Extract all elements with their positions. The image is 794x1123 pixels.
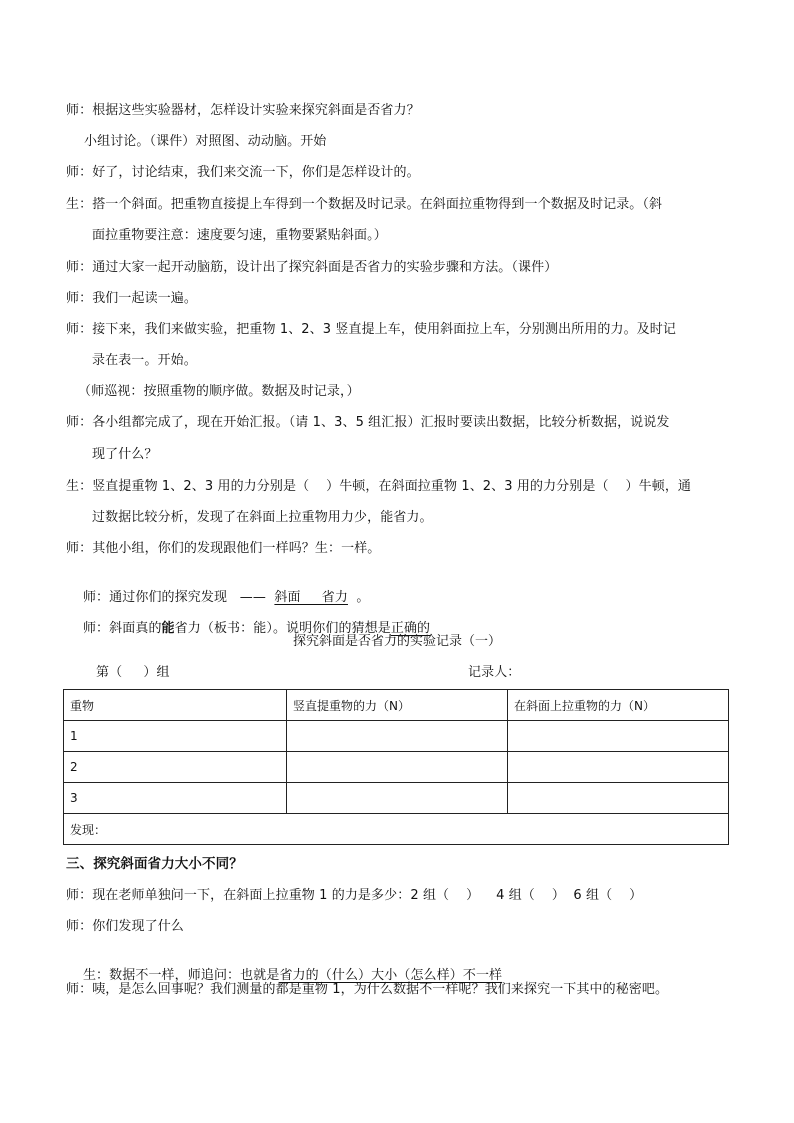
table-header-row [64, 690, 729, 721]
section-heading: 三、探究斜面省力大小不同？ [66, 856, 243, 872]
dialogue-line: 师：咦，是怎么回事呢？我们测量的都是重物 1，为什么数据不一样呢？我们来探究一下其中的秘密吧。 [66, 982, 669, 997]
table-cell [287, 783, 508, 814]
dialogue-line: 师：你们发现了什么 [66, 919, 184, 934]
recorder-label: 记录人： [468, 665, 521, 680]
table-row [64, 721, 729, 752]
underlined-answer: 省力的（什么）大小（怎么样）不一样 [279, 968, 503, 983]
table-row [64, 783, 729, 814]
line-text: 。 [347, 590, 370, 605]
dialogue-line: 小组讨论。（课件）对照图、动动脑。开始 [84, 134, 327, 149]
dialogue-line: 现了什么？ [92, 447, 158, 462]
dialogue-line: 师：接下来，我们来做实验，把重物 1、2、3 竖直提上车，使用斜面拉上车，分别测出所用的力。及时记 [66, 322, 676, 337]
line-text: 生：数据不一样，师追问：也就是 [82, 968, 280, 983]
table-header-cell: 重物 [64, 690, 287, 721]
dialogue-line: 师：我们一起读一遍。 [66, 291, 198, 306]
experiment-record-table [63, 689, 729, 845]
table-cell [287, 721, 508, 752]
dialogue-line: 生：搭一个斜面。把重物直接提上车得到一个数据及时记录。在斜面拉重物得到一个数据及时记录。（斜 [66, 197, 663, 212]
dialogue-line: 师：各小组都完成了，现在开始汇报。（请 1、3、5 组汇报）汇报时要读出数据，比较分析数据，说说发 [66, 415, 670, 430]
table-cell [287, 752, 508, 783]
table-row [64, 752, 729, 783]
table-cell [508, 721, 729, 752]
dialogue-line: 师：根据这些实验器材，怎样设计实验来探究斜面是否省力？ [66, 103, 420, 118]
dialogue-line: 过数据比较分析，发现了在斜面上拉重物用力少，能省力。 [92, 510, 433, 525]
group-label: 第（ ）组 [96, 665, 170, 680]
table-header-cell: 竖直提重物的力（N） [287, 690, 508, 721]
table-footer-row [64, 814, 729, 845]
table-cell [508, 752, 729, 783]
line-text: 师：通过你们的探究发现 —— [82, 590, 275, 605]
dialogue-line: （师巡视：按照重物的顺序做。数据及时记录，） [78, 384, 360, 399]
dialogue-line: 师：好了，讨论结束，我们来交流一下，你们是怎样设计的。 [66, 165, 420, 180]
dialogue-line: 师：通过大家一起开动脑筋，设计出了探究斜面是否省力的实验步骤和方法。（课件） [66, 260, 558, 275]
table-cell: 2 [64, 752, 287, 783]
table-cell [508, 783, 729, 814]
dialogue-line: 生：竖直提重物 1、2、3 用的力分别是（ ）牛顿，在斜面拉重物 1、2、3 用的力分别是（ ）牛顿，通 [66, 479, 692, 494]
emphasis-text: 能 [161, 621, 175, 636]
table-cell: 1 [64, 721, 287, 752]
underlined-answer: 正确的 [390, 621, 431, 636]
line-text: 师：斜面真的 [82, 621, 162, 636]
table-title: 探究斜面是否省力的实验记录（一） [292, 634, 501, 649]
findings-cell: 发现： [64, 814, 729, 845]
table-header-cell: 在斜面上拉重物的力（N） [508, 690, 729, 721]
dialogue-line: 师：现在老师单独问一下，在斜面上拉重物 1 的力是多少：2 组（ ） 4 组（ ） 6 组（ ） [66, 888, 643, 903]
underlined-answer: 斜面 省力 [274, 590, 348, 605]
table-cell: 3 [64, 783, 287, 814]
line-text: 省力（板书：能）。说明你们的猜想是 [174, 621, 391, 636]
dialogue-line: 录在表一。开始。 [92, 353, 197, 368]
dialogue-line: 面拉重物要注意：速度要匀速，重物要紧贴斜面。） [92, 228, 387, 243]
dialogue-line: 师：其他小组，你们的发现跟他们一样吗？生：一样。 [66, 541, 381, 556]
